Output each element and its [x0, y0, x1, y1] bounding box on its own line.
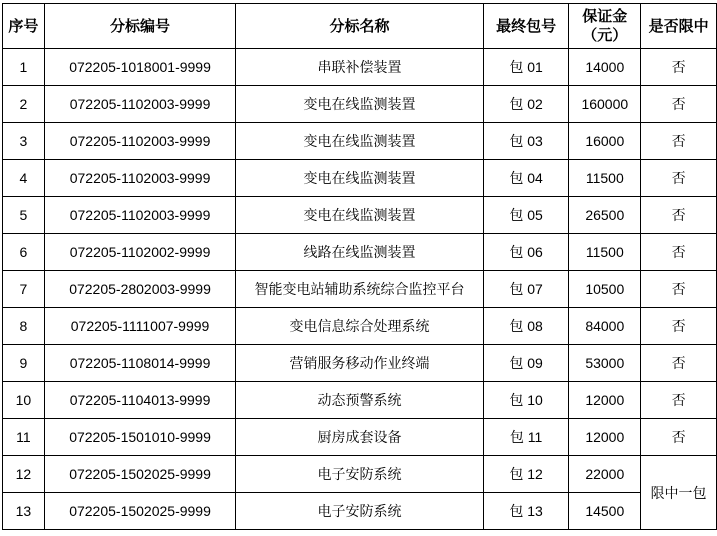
cell-limit: 否 — [641, 308, 717, 345]
cell-package-code: 072205-2802003-9999 — [44, 271, 235, 308]
header-deposit-line1: 保证金 — [582, 8, 628, 25]
cell-package-name: 变电在线监测装置 — [236, 197, 484, 234]
cell-final-package-no: 包 03 — [483, 123, 569, 160]
cell-final-package-no: 包 07 — [483, 271, 569, 308]
cell-package-name: 变电在线监测装置 — [236, 86, 484, 123]
cell-final-package-no: 包 12 — [483, 456, 569, 493]
cell-limit: 否 — [641, 123, 717, 160]
cell-serial-no: 9 — [3, 345, 45, 382]
cell-package-name: 智能变电站辅助系统综合监控平台 — [236, 271, 484, 308]
cell-final-package-no: 包 11 — [483, 419, 569, 456]
cell-serial-no: 12 — [3, 456, 45, 493]
cell-final-package-no: 包 13 — [483, 493, 569, 530]
cell-serial-no: 2 — [3, 86, 45, 123]
cell-package-code: 072205-1102003-9999 — [44, 86, 235, 123]
header-deposit — [569, 4, 641, 49]
cell-package-code: 072205-1102003-9999 — [44, 197, 235, 234]
table-row — [3, 123, 717, 160]
cell-package-code: 072205-1102003-9999 — [44, 160, 235, 197]
cell-serial-no: 4 — [3, 160, 45, 197]
table-row — [3, 345, 717, 382]
table-row — [3, 86, 717, 123]
cell-serial-no: 3 — [3, 123, 45, 160]
table-row — [3, 160, 717, 197]
cell-serial-no: 13 — [3, 493, 45, 530]
table-row — [3, 49, 717, 86]
cell-package-name: 线路在线监测装置 — [236, 234, 484, 271]
cell-package-name: 变电信息综合处理系统 — [236, 308, 484, 345]
cell-deposit: 84000 — [569, 308, 641, 345]
cell-deposit: 12000 — [569, 382, 641, 419]
cell-deposit: 16000 — [569, 123, 641, 160]
cell-limit: 否 — [641, 197, 717, 234]
cell-deposit: 14500 — [569, 493, 641, 530]
cell-package-name: 电子安防系统 — [236, 456, 484, 493]
cell-limit: 否 — [641, 419, 717, 456]
table-row — [3, 382, 717, 419]
cell-serial-no: 11 — [3, 419, 45, 456]
cell-limit: 否 — [641, 271, 717, 308]
cell-limit: 否 — [641, 86, 717, 123]
cell-package-name: 电子安防系统 — [236, 493, 484, 530]
cell-deposit: 11500 — [569, 160, 641, 197]
cell-package-name: 动态预警系统 — [236, 382, 484, 419]
cell-final-package-no: 包 10 — [483, 382, 569, 419]
cell-final-package-no: 包 01 — [483, 49, 569, 86]
cell-serial-no: 7 — [3, 271, 45, 308]
table-row — [3, 419, 717, 456]
table-row — [3, 493, 717, 530]
cell-deposit: 160000 — [569, 86, 641, 123]
cell-package-code: 072205-1108014-9999 — [44, 345, 235, 382]
header-package-code: 分标编号 — [44, 4, 235, 49]
cell-deposit: 26500 — [569, 197, 641, 234]
cell-limit: 否 — [641, 234, 717, 271]
cell-deposit: 11500 — [569, 234, 641, 271]
header-serial-no: 序号 — [3, 4, 45, 49]
header-limit: 是否限中 — [641, 4, 717, 49]
cell-serial-no: 1 — [3, 49, 45, 86]
cell-package-code: 072205-1111007-9999 — [44, 308, 235, 345]
cell-limit: 否 — [641, 160, 717, 197]
cell-final-package-no: 包 09 — [483, 345, 569, 382]
table-row — [3, 456, 717, 493]
cell-limit-merged: 限中一包 — [641, 456, 717, 530]
header-deposit-line2: （元） — [582, 27, 628, 44]
cell-package-code: 072205-1501010-9999 — [44, 419, 235, 456]
cell-deposit: 22000 — [569, 456, 641, 493]
header-final-package-no: 最终包号 — [483, 4, 569, 49]
cell-package-code: 072205-1018001-9999 — [44, 49, 235, 86]
cell-serial-no: 10 — [3, 382, 45, 419]
cell-package-name: 变电在线监测装置 — [236, 160, 484, 197]
cell-limit: 否 — [641, 49, 717, 86]
table-header-row — [3, 4, 717, 49]
cell-serial-no: 5 — [3, 197, 45, 234]
cell-deposit: 12000 — [569, 419, 641, 456]
cell-package-name: 营销服务移动作业终端 — [236, 345, 484, 382]
table-row — [3, 197, 717, 234]
cell-package-name: 变电在线监测装置 — [236, 123, 484, 160]
cell-serial-no: 6 — [3, 234, 45, 271]
table-row — [3, 234, 717, 271]
cell-package-code: 072205-1502025-9999 — [44, 493, 235, 530]
cell-deposit: 10500 — [569, 271, 641, 308]
header-package-name: 分标名称 — [236, 4, 484, 49]
cell-package-name: 串联补偿装置 — [236, 49, 484, 86]
bid-package-table — [2, 3, 717, 530]
cell-final-package-no: 包 06 — [483, 234, 569, 271]
cell-final-package-no: 包 08 — [483, 308, 569, 345]
table-row — [3, 271, 717, 308]
cell-package-code: 072205-1104013-9999 — [44, 382, 235, 419]
cell-limit: 否 — [641, 345, 717, 382]
table-row — [3, 308, 717, 345]
cell-package-code: 072205-1102002-9999 — [44, 234, 235, 271]
cell-deposit: 14000 — [569, 49, 641, 86]
cell-package-code: 072205-1502025-9999 — [44, 456, 235, 493]
cell-serial-no: 8 — [3, 308, 45, 345]
cell-limit: 否 — [641, 382, 717, 419]
cell-deposit: 53000 — [569, 345, 641, 382]
cell-package-name: 厨房成套设备 — [236, 419, 484, 456]
cell-final-package-no: 包 05 — [483, 197, 569, 234]
cell-final-package-no: 包 02 — [483, 86, 569, 123]
cell-package-code: 072205-1102003-9999 — [44, 123, 235, 160]
cell-final-package-no: 包 04 — [483, 160, 569, 197]
